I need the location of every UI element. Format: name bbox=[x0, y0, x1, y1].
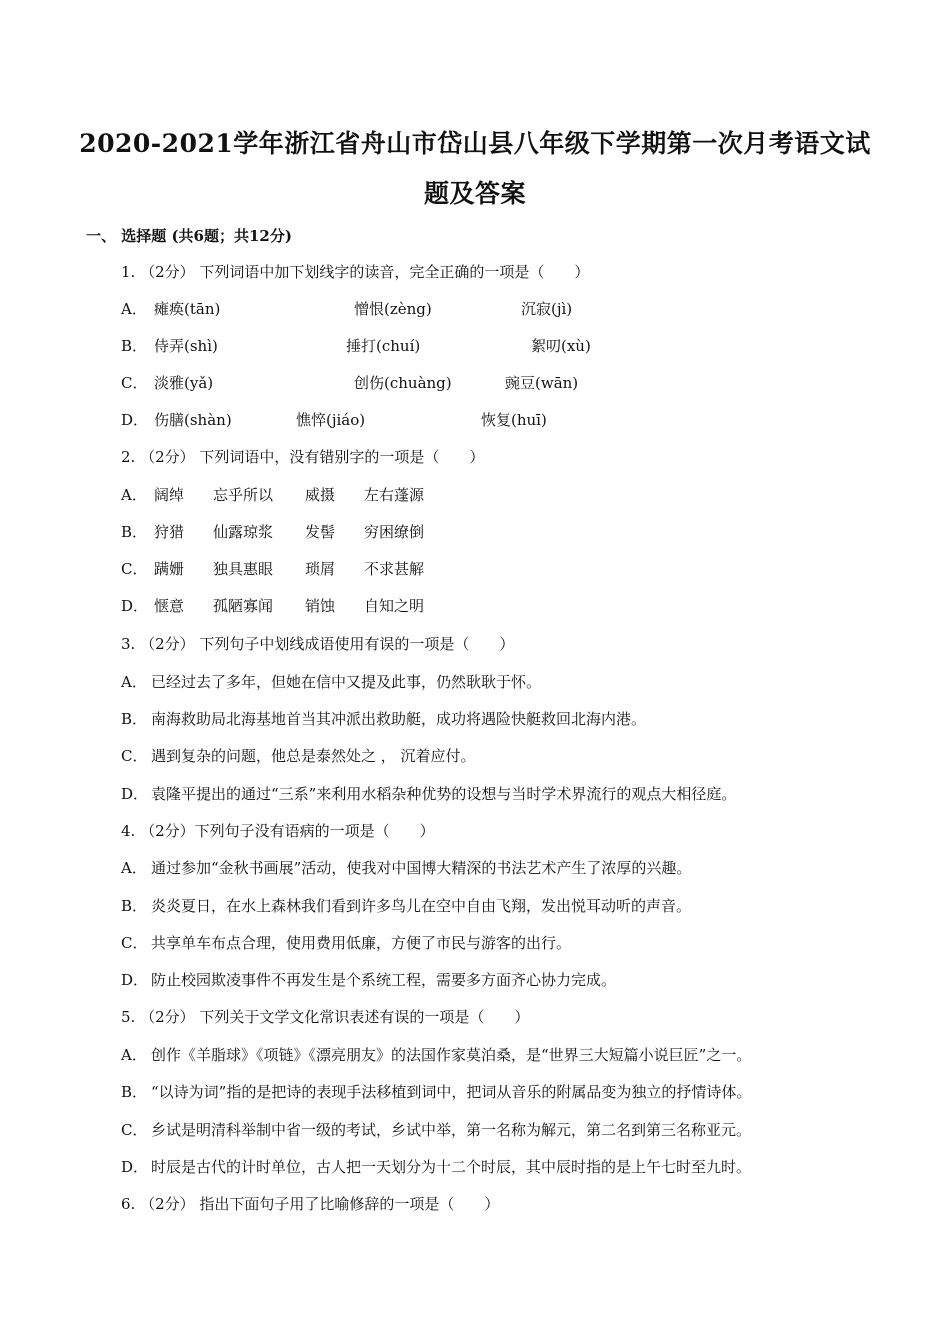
question-6-stem: 6. （2分） 指出下面句子用了比喻修辞的一项是（ ） bbox=[121, 1195, 500, 1213]
option-item: 销蚀 bbox=[305, 597, 336, 615]
option-item: 琐屑 bbox=[305, 560, 336, 578]
option-label: B． bbox=[121, 337, 148, 355]
option-label: A． bbox=[121, 859, 147, 877]
question-1-option-c bbox=[121, 373, 821, 393]
option-text: 通过参加“金秋书画展”活动，使我对中国博大精深的书法艺术产生了浓厚的兴趣。 bbox=[151, 859, 692, 877]
option-text: 乡试是明清科举制中省一级的考试，乡试中举，第一名称为解元，第二名到第三名称亚元。 bbox=[151, 1121, 752, 1139]
option-label: A． bbox=[121, 1046, 147, 1064]
section-heading: 一、 选择题 (共6题；共12分) bbox=[86, 227, 292, 245]
question-3-option-b bbox=[121, 709, 646, 729]
question-2-option-c bbox=[121, 559, 821, 579]
option-text: 共享单车布点合理，使用费用低廉，方便了市民与游客的出行。 bbox=[151, 934, 572, 952]
option-label: A． bbox=[121, 673, 147, 691]
option-item: 淡雅(yǎ) bbox=[154, 374, 214, 392]
option-label: C． bbox=[121, 934, 148, 952]
option-item: 发髻 bbox=[305, 523, 336, 541]
option-item: 憎恨(zèng) bbox=[354, 300, 432, 318]
option-item: 絮叨(xù) bbox=[531, 337, 591, 355]
option-item: 豌豆(wān) bbox=[505, 374, 579, 392]
question-1-option-a bbox=[121, 299, 821, 319]
option-item: 恢复(huī) bbox=[481, 411, 547, 429]
question-4-option-b bbox=[121, 896, 691, 916]
question-3-option-c bbox=[121, 746, 476, 766]
option-item: 自知之明 bbox=[364, 597, 425, 615]
option-item: 蹒姗 bbox=[154, 560, 185, 578]
question-1-option-d bbox=[121, 410, 821, 430]
option-item: 捶打(chuí) bbox=[346, 337, 421, 355]
option-text: 遇到复杂的问题，他总是泰然处之 ， 沉着应付。 bbox=[151, 747, 476, 765]
question-4-option-d bbox=[121, 970, 616, 990]
option-label: D． bbox=[121, 411, 149, 429]
option-label: D． bbox=[121, 597, 149, 615]
option-label: D． bbox=[121, 1158, 149, 1176]
question-5-option-c bbox=[121, 1120, 751, 1140]
page-title-line-2: 题及答案 bbox=[423, 179, 526, 208]
option-label: B． bbox=[121, 523, 148, 541]
option-item: 沉寂(jì) bbox=[521, 300, 573, 318]
option-text: 防止校园欺凌事件不再发生是个系统工程，需要多方面齐心协力完成。 bbox=[151, 971, 617, 989]
option-label: B． bbox=[121, 1083, 148, 1101]
option-label: C． bbox=[121, 747, 148, 765]
option-item: 瘫痪(tān) bbox=[154, 300, 221, 318]
question-5-option-b bbox=[121, 1082, 751, 1102]
option-text: 创作《羊脂球》《项链》《漂亮朋友》的法国作家莫泊桑，是“世界三大短篇小说巨匠”之一。 bbox=[151, 1046, 752, 1064]
question-4-option-a bbox=[121, 858, 691, 878]
option-item: 不求甚解 bbox=[364, 560, 425, 578]
question-4-option-c bbox=[121, 933, 571, 953]
question-1-option-b bbox=[121, 336, 821, 356]
option-item: 阔绰 bbox=[154, 486, 185, 504]
page-title-line-1: 2020-2021学年浙江省舟山市岱山县八年级下学期第一次月考语文试 bbox=[79, 129, 871, 158]
question-2-option-a bbox=[121, 485, 821, 505]
option-item: 伤膳(shàn) bbox=[154, 411, 232, 429]
question-4-stem: 4. （2分）下列句子没有语病的一项是（ ） bbox=[121, 822, 435, 840]
option-item: 侍弄(shì) bbox=[154, 337, 218, 355]
option-text: 时辰是古代的计时单位，古人把一天划分为十二个时辰，其中辰时指的是上午七时至九时。 bbox=[151, 1158, 752, 1176]
option-item: 威摄 bbox=[305, 486, 336, 504]
question-2-option-d bbox=[121, 596, 821, 616]
question-2-stem: 2. （2分） 下列词语中，没有错别字的一项是（ ） bbox=[121, 448, 485, 466]
option-label: C． bbox=[121, 560, 148, 578]
question-2-option-b bbox=[121, 522, 821, 542]
option-item: 惬意 bbox=[154, 597, 185, 615]
option-item: 左右蓬源 bbox=[364, 486, 425, 504]
option-item: 创伤(chuàng) bbox=[354, 374, 452, 392]
question-3-option-d bbox=[121, 784, 736, 804]
option-item: 仙露琼浆 bbox=[213, 523, 274, 541]
option-label: C． bbox=[121, 1121, 148, 1139]
option-item: 狩猎 bbox=[154, 523, 185, 541]
question-3-option-a bbox=[121, 672, 541, 692]
question-5-stem: 5. （2分） 下列关于文学文化常识表述有误的一项是（ ） bbox=[121, 1008, 530, 1026]
option-item: 忘乎所以 bbox=[213, 486, 274, 504]
option-text: 炎炎夏日，在水上森林我们看到许多鸟儿在空中自由飞翔，发出悦耳动听的声音。 bbox=[151, 897, 692, 915]
option-item: 穷困缭倒 bbox=[364, 523, 425, 541]
option-text: 袁隆平提出的通过“三系”来利用水稻杂种优势的设想与当时学术界流行的观点大相径庭。 bbox=[151, 785, 737, 803]
option-label: C． bbox=[121, 374, 148, 392]
option-label: B． bbox=[121, 897, 148, 915]
option-item: 憔悴(jiáo) bbox=[296, 411, 366, 429]
question-5-option-d bbox=[121, 1157, 751, 1177]
option-label: D． bbox=[121, 971, 149, 989]
question-1-stem: 1. （2分） 下列词语中加下划线字的读音，完全正确的一项是（ ） bbox=[121, 263, 590, 281]
option-text: 已经过去了多年，但她在信中又提及此事，仍然耿耿于怀。 bbox=[151, 673, 542, 691]
option-label: B． bbox=[121, 710, 148, 728]
option-text: “以诗为词”指的是把诗的表现手法移植到词中，把词从音乐的附属品变为独立的抒情诗体。 bbox=[151, 1083, 752, 1101]
question-3-stem: 3. （2分） 下列句子中划线成语使用有误的一项是（ ） bbox=[121, 635, 515, 653]
option-text: 南海救助局北海基地首当其冲派出救助艇，成功将遇险快艇救回北海内港。 bbox=[151, 710, 647, 728]
question-5-option-a bbox=[121, 1045, 751, 1065]
option-item: 独具惠眼 bbox=[213, 560, 274, 578]
option-item: 孤陋寡闻 bbox=[213, 597, 274, 615]
option-label: D． bbox=[121, 785, 149, 803]
option-label: A． bbox=[121, 300, 147, 318]
option-label: A． bbox=[121, 486, 147, 504]
